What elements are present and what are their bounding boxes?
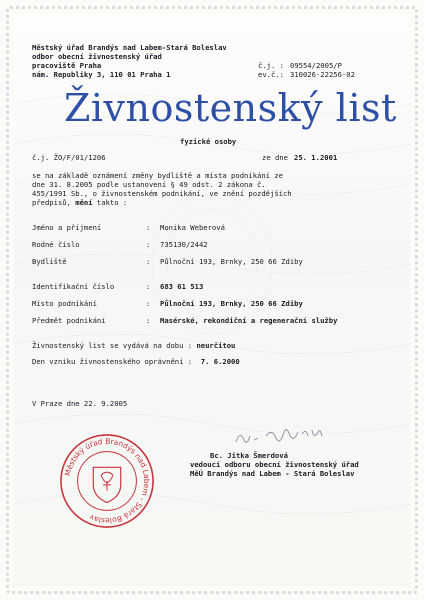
place-value: Půlnoční 193, Brnky, 250 66 Zdiby bbox=[160, 299, 303, 308]
validity-label: Živnostenský list se vydává na dobu : bbox=[32, 341, 193, 350]
reference-number: č.j. ŽO/F/01/1206 bbox=[32, 153, 106, 162]
origin-label: Den vzniku živnostenského oprávnění : bbox=[32, 357, 193, 366]
signatory-role: vedoucí odboru obecní živnostenský úřad bbox=[190, 460, 359, 469]
intro-line-2: dne 31. 8.2005 podle ustanovení § 49 odst. 2 zákona č. bbox=[32, 180, 266, 189]
name-label: Jméno a příjmení bbox=[32, 223, 102, 232]
office-line-2: odbor obecní živnostenský úřad bbox=[32, 52, 162, 61]
validity-value: neurčitou bbox=[196, 341, 236, 350]
signatory-name: Bc. Jitka Šmerdová bbox=[210, 451, 288, 460]
birth-colon: : bbox=[146, 240, 151, 249]
handwritten-signature bbox=[232, 424, 332, 450]
validity-line bbox=[32, 342, 235, 350]
ref-value: 09554/2005/P bbox=[290, 61, 342, 70]
birth-label: Rodné číslo bbox=[32, 240, 80, 249]
origin-value: 7. 6.2000 bbox=[200, 357, 240, 366]
residence-colon: : bbox=[146, 257, 151, 266]
seal-ring-text: Městský úřad Brandýs nad Labem - Stará Boleslav bbox=[63, 436, 152, 526]
ev-value: 310026-22256-02 bbox=[290, 70, 355, 79]
ico-value: 683 61 513 bbox=[160, 282, 204, 291]
intro-bold: mění bbox=[75, 198, 93, 207]
signatory-office: MěÚ Brandýs nad Labem - Stará Boleslav bbox=[190, 469, 355, 478]
intro-line-4 bbox=[32, 199, 127, 207]
official-seal bbox=[58, 432, 156, 530]
birth-value: 735130/2442 bbox=[160, 240, 208, 249]
office-line-1: Městský úřad Brandýs nad Labem-Stará Boleslav bbox=[32, 43, 227, 52]
name-colon: : bbox=[146, 223, 151, 232]
subject-label: Předmět podnikání bbox=[32, 316, 106, 325]
ico-label: Identifikační číslo bbox=[32, 282, 115, 291]
intro-line-3: 455/1991 Sb., o živnostenském podnikání, ve znění pozdějších bbox=[32, 189, 292, 198]
ev-label: ev.č.: bbox=[258, 70, 284, 79]
residence-value: Půlnoční 193, Brnky, 250 66 Zdiby bbox=[160, 257, 303, 266]
ref-label: č.j. : bbox=[258, 61, 284, 70]
subject-colon: : bbox=[146, 316, 151, 325]
subject-value: Masérské, rekondiční a regenerační služby bbox=[160, 316, 338, 325]
name-value: Monika Weberová bbox=[160, 223, 225, 232]
intro-suffix: takto : bbox=[96, 198, 128, 207]
document-title: Živnostenský list bbox=[64, 86, 397, 130]
office-line-4: nám. Republiky 3, 110 01 Praha 1 bbox=[32, 70, 171, 79]
office-line-3: pracoviště Praha bbox=[32, 61, 102, 70]
origin-line bbox=[32, 358, 240, 366]
document-subtitle: fyzické osoby bbox=[180, 137, 237, 146]
reference-date: 25. 1.2001 bbox=[294, 153, 338, 162]
intro-prefix: předpisů, bbox=[32, 198, 71, 207]
ico-colon: : bbox=[146, 282, 151, 291]
residence-label: Bydliště bbox=[32, 257, 67, 266]
reference-date-label: ze dne bbox=[262, 153, 288, 162]
issued-place-date: V Praze dne 22. 9.2005 bbox=[32, 399, 128, 408]
place-label: Místo podnikání bbox=[32, 299, 97, 308]
intro-line-1: se na základě oznámení změny bydliště a místa podnikání ze bbox=[32, 171, 283, 180]
place-colon: : bbox=[146, 299, 151, 308]
